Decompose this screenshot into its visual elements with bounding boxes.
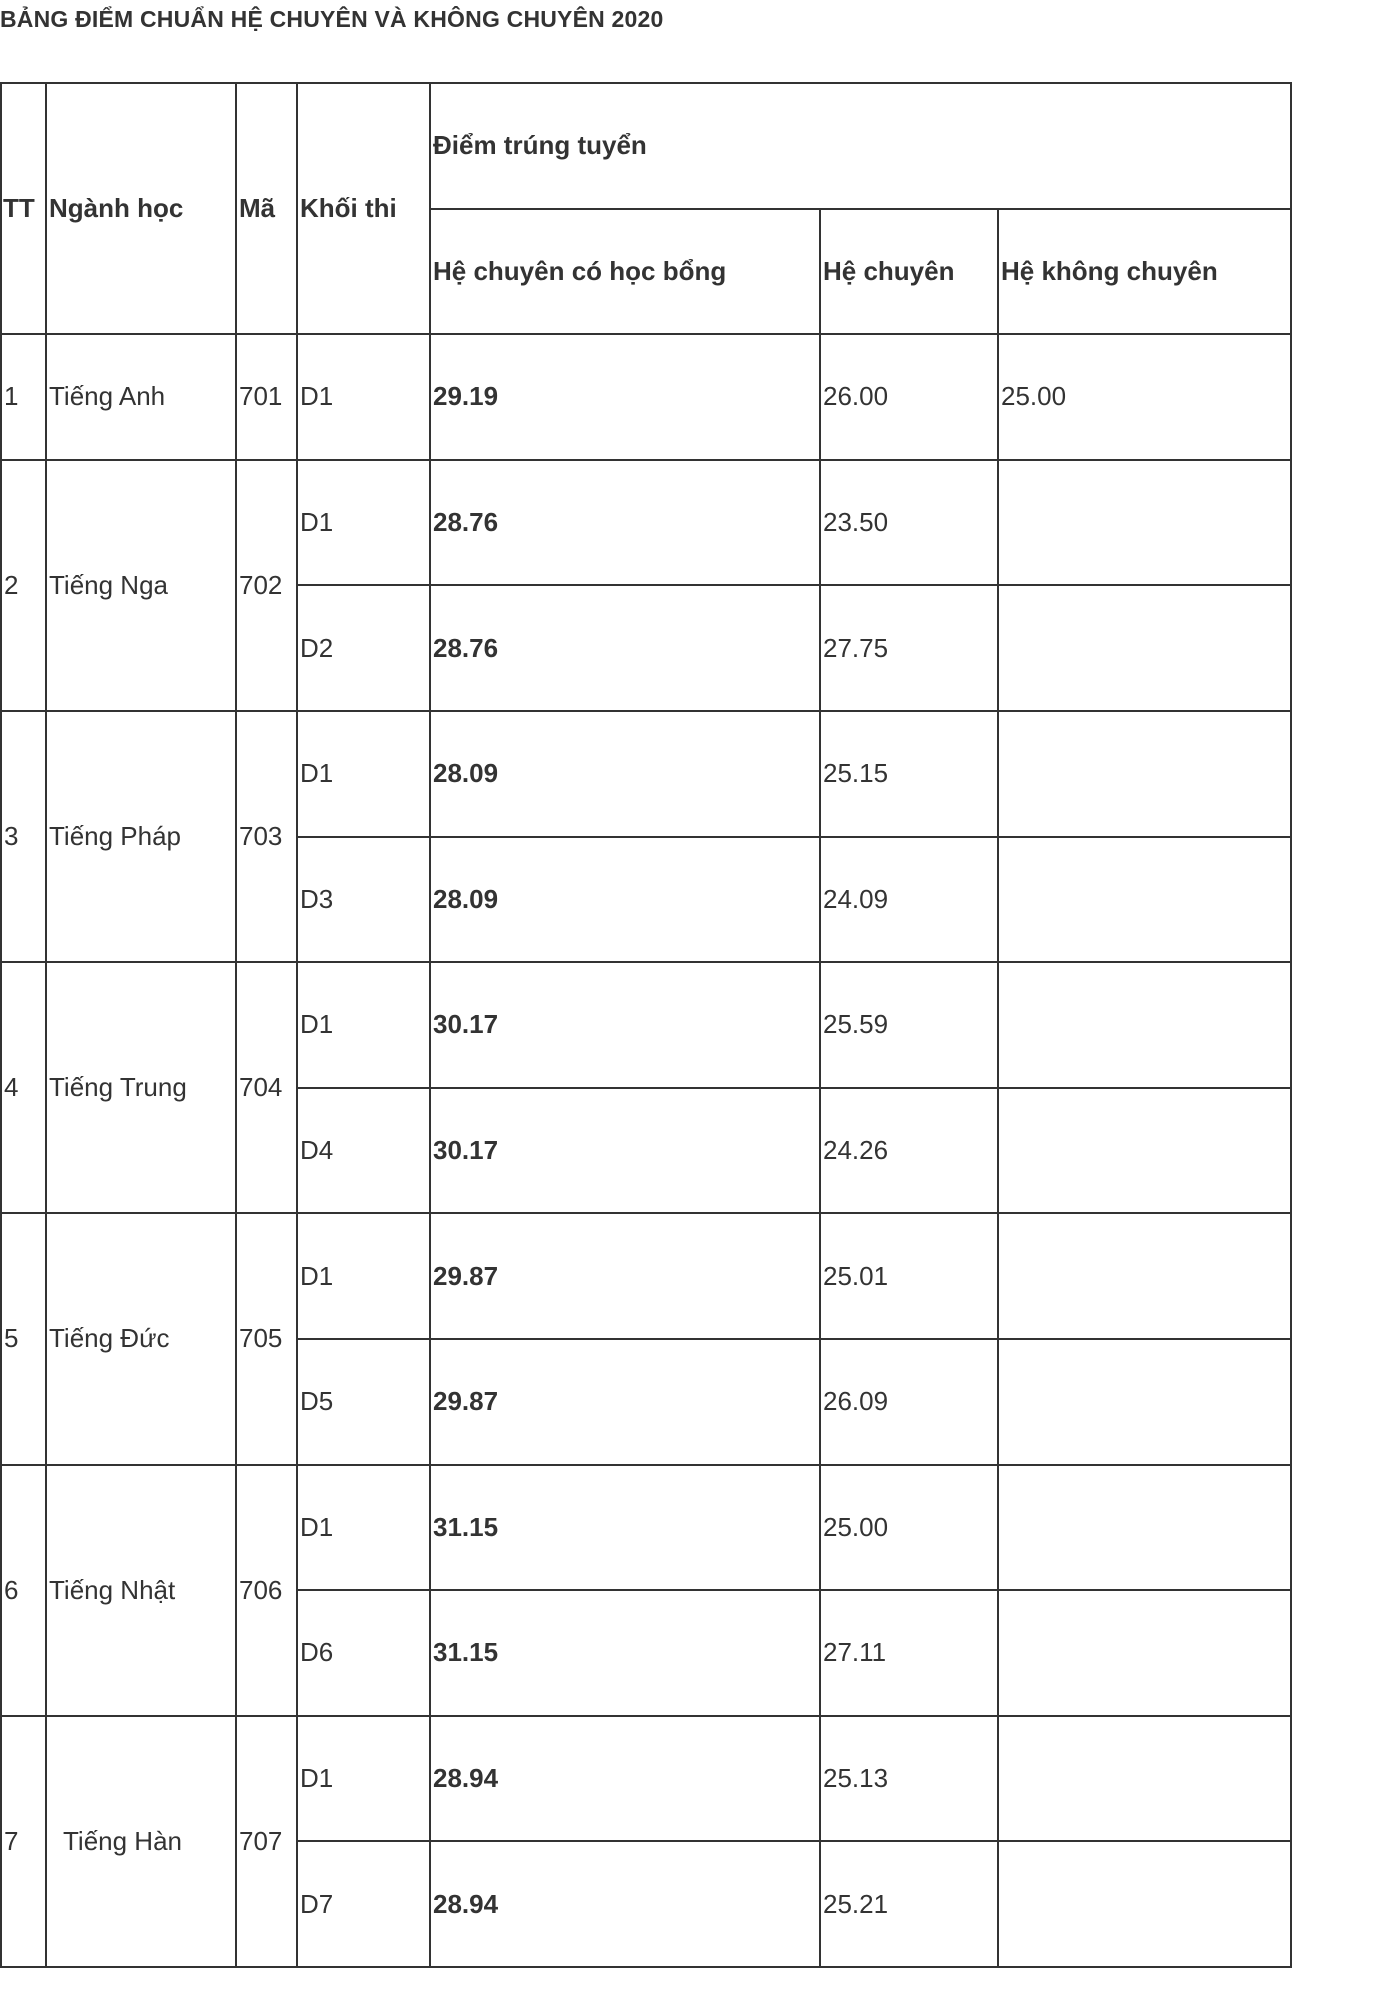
row-scholarship-score: 28.09 bbox=[430, 837, 820, 963]
row-code: 706 bbox=[236, 1465, 297, 1716]
header-block: Khối thi bbox=[297, 83, 430, 334]
row-scholarship-score: 28.76 bbox=[430, 460, 820, 586]
row-non-specialized-score bbox=[998, 711, 1291, 837]
row-specialized-score: 25.01 bbox=[820, 1213, 998, 1339]
row-block: D1 bbox=[297, 1213, 430, 1339]
row-specialized-score: 25.21 bbox=[820, 1841, 998, 1967]
row-non-specialized-score bbox=[998, 962, 1291, 1088]
row-major: Tiếng Pháp bbox=[46, 711, 236, 962]
row-major: Tiếng Trung bbox=[46, 962, 236, 1213]
header-specialized: Hệ chuyên bbox=[820, 209, 998, 335]
row-tt: 4 bbox=[1, 962, 46, 1213]
row-tt: 2 bbox=[1, 460, 46, 711]
row-non-specialized-score bbox=[998, 1716, 1291, 1842]
row-scholarship-score: 28.76 bbox=[430, 585, 820, 711]
row-specialized-score: 25.15 bbox=[820, 711, 998, 837]
row-block: D7 bbox=[297, 1841, 430, 1967]
row-block: D6 bbox=[297, 1590, 430, 1716]
row-block: D3 bbox=[297, 837, 430, 963]
row-scholarship-score: 30.17 bbox=[430, 1088, 820, 1214]
row-specialized-score: 24.26 bbox=[820, 1088, 998, 1214]
row-scholarship-score: 29.87 bbox=[430, 1213, 820, 1339]
header-code: Mã bbox=[236, 83, 297, 334]
table-row bbox=[1, 334, 1291, 460]
row-code: 701 bbox=[236, 334, 297, 460]
row-tt: 7 bbox=[1, 1716, 46, 1967]
row-code: 702 bbox=[236, 460, 297, 711]
row-non-specialized-score bbox=[998, 460, 1291, 586]
row-block: D1 bbox=[297, 334, 430, 460]
row-block: D1 bbox=[297, 1716, 430, 1842]
row-major: Tiếng Nhật bbox=[46, 1465, 236, 1716]
table-row bbox=[1, 1465, 1291, 1591]
row-block: D5 bbox=[297, 1339, 430, 1465]
row-scholarship-score: 28.09 bbox=[430, 711, 820, 837]
row-block: D4 bbox=[297, 1088, 430, 1214]
row-specialized-score: 27.75 bbox=[820, 585, 998, 711]
row-tt: 3 bbox=[1, 711, 46, 962]
row-major: Tiếng Nga bbox=[46, 460, 236, 711]
row-scholarship-score: 31.15 bbox=[430, 1465, 820, 1591]
header-score-group: Điểm trúng tuyển bbox=[430, 83, 1291, 209]
row-block: D1 bbox=[297, 962, 430, 1088]
row-block: D1 bbox=[297, 711, 430, 837]
row-tt: 6 bbox=[1, 1465, 46, 1716]
row-scholarship-score: 29.87 bbox=[430, 1339, 820, 1465]
table-row bbox=[1, 1716, 1291, 1842]
row-tt: 5 bbox=[1, 1213, 46, 1464]
row-specialized-score: 27.11 bbox=[820, 1590, 998, 1716]
row-block: D2 bbox=[297, 585, 430, 711]
table-header bbox=[1, 83, 1291, 334]
row-major: Tiếng Anh bbox=[46, 334, 236, 460]
row-block: D1 bbox=[297, 1465, 430, 1591]
row-code: 704 bbox=[236, 962, 297, 1213]
row-major: Tiếng Đức bbox=[46, 1213, 236, 1464]
row-code: 707 bbox=[236, 1716, 297, 1967]
row-specialized-score: 26.09 bbox=[820, 1339, 998, 1465]
header-major: Ngành học bbox=[46, 83, 236, 334]
row-specialized-score: 24.09 bbox=[820, 837, 998, 963]
row-non-specialized-score bbox=[998, 1465, 1291, 1591]
row-specialized-score: 23.50 bbox=[820, 460, 998, 586]
table-body bbox=[1, 334, 1291, 1967]
row-major: Tiếng Hàn bbox=[46, 1716, 236, 1967]
page-title: BẢNG ĐIỂM CHUẨN HỆ CHUYÊN VÀ KHÔNG CHUYÊN 2020 bbox=[0, 6, 664, 32]
table-row bbox=[1, 460, 1291, 586]
header-row bbox=[1, 83, 1291, 209]
row-non-specialized-score bbox=[998, 1590, 1291, 1716]
row-scholarship-score: 29.19 bbox=[430, 334, 820, 460]
row-non-specialized-score bbox=[998, 1841, 1291, 1967]
row-specialized-score: 25.59 bbox=[820, 962, 998, 1088]
row-scholarship-score: 28.94 bbox=[430, 1716, 820, 1842]
row-non-specialized-score bbox=[998, 1088, 1291, 1214]
score-table bbox=[0, 82, 1292, 1968]
table-row bbox=[1, 962, 1291, 1088]
row-non-specialized-score: 25.00 bbox=[998, 334, 1291, 460]
row-scholarship-score: 30.17 bbox=[430, 962, 820, 1088]
row-scholarship-score: 28.94 bbox=[430, 1841, 820, 1967]
row-non-specialized-score bbox=[998, 585, 1291, 711]
header-scholarship: Hệ chuyên có học bổng bbox=[430, 209, 820, 335]
header-non-specialized: Hệ không chuyên bbox=[998, 209, 1291, 335]
table-row bbox=[1, 1213, 1291, 1339]
row-scholarship-score: 31.15 bbox=[430, 1590, 820, 1716]
row-specialized-score: 25.13 bbox=[820, 1716, 998, 1842]
table-row bbox=[1, 711, 1291, 837]
row-tt: 1 bbox=[1, 334, 46, 460]
row-non-specialized-score bbox=[998, 1213, 1291, 1339]
row-code: 703 bbox=[236, 711, 297, 962]
row-specialized-score: 26.00 bbox=[820, 334, 998, 460]
row-specialized-score: 25.00 bbox=[820, 1465, 998, 1591]
row-block: D1 bbox=[297, 460, 430, 586]
row-non-specialized-score bbox=[998, 837, 1291, 963]
row-code: 705 bbox=[236, 1213, 297, 1464]
header-tt: TT bbox=[1, 83, 46, 334]
row-non-specialized-score bbox=[998, 1339, 1291, 1465]
